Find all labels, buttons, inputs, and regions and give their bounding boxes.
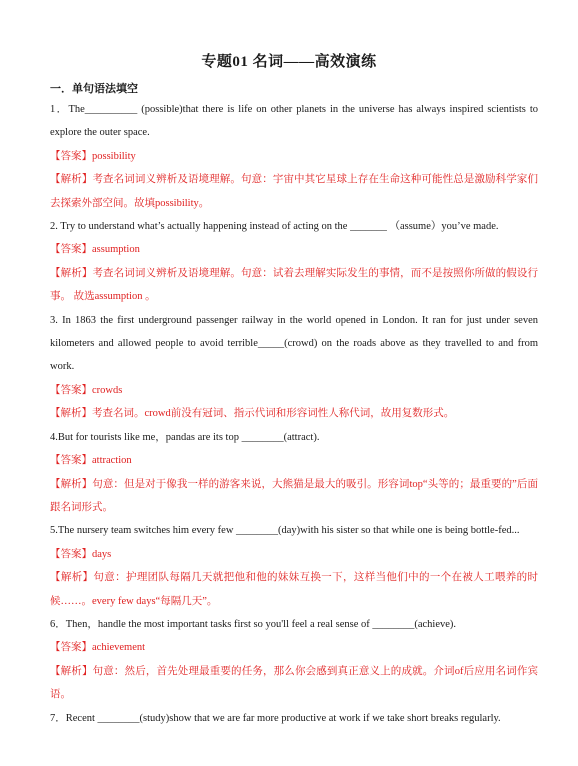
exercise-item-6 [50,613,538,707]
explanation-text: 【解析】句意：但是对于像我一样的游客来说，大熊猫是最大的吸引。形容词top“头等的；最重要的”后面跟名词形式。 [50,478,538,513]
explanation-text: 【解析】句意：护理团队每隔几天就把他和他的妹妹互换一下，这样当他们中的一个在被人工喂养的时候……。every few days“每隔几天”。 [50,572,538,607]
explanation-text: 【解析】考查名词词义辨析及语境理解。句意：宇宙中其它星球上存在生命这种可能性总是激励科学家们去探索外部空间。故填possibility。 [50,174,538,209]
exercise-item-1 [50,98,538,215]
question-text: 3. In 1863 the first underground passenger railway in the world opened in London. It ran for just under seven kilometers and allowed people to avoid terrible_____(crowd) on the roads above as they travelled to and from work. [50,314,538,373]
question-text: 6．Then，handle the most important tasks first so you'll feel a real sense of ________(achieve). [50,618,457,630]
answer-text: 【答案】assumption [50,244,140,256]
question-text: 2. Try to understand what’s actually happening instead of acting on the _______ （assume）you’ve made. [50,221,499,233]
question-text: 1．The__________ (possible)that there is life on other planets in the universe has always inspired scientists to explore the outer space. [50,104,538,139]
answer-text: 【答案】achievement [50,642,146,654]
exercise-item-5 [50,519,538,613]
exercise-item-3 [50,309,538,426]
answer-text: 【答案】attraction [50,455,132,467]
exercise-item-2 [50,215,538,309]
exercise-list [50,98,538,730]
exercise-item-7 [50,707,538,730]
question-text: 4.But for tourists like me，pandas are its top ________(attract). [50,431,320,443]
section-heading: 一．单句语法填空 [50,83,138,95]
answer-text: 【答案】days [50,548,112,560]
exercise-item-4 [50,426,538,520]
explanation-text: 【解析】考查名词。crowd前没有冠词、指示代词和形容词性人称代词，故用复数形式。 [50,408,455,420]
answer-text: 【答案】possibility [50,150,136,162]
answer-text: 【答案】crowds [50,384,123,396]
page-title: 专题01 名词——高效演练 [201,54,377,70]
question-text: 7．Recent ________(study)show that we are far more productive at work if we take short breaks regularly. [50,712,501,724]
explanation-text: 【解析】句意：然后，首先处理最重要的任务，那么你会感到真正意义上的成就。介词of后应用名词作宾语。 [50,665,538,701]
explanation-text: 【解析】考查名词词义辨析及语境理解。句意：试着去理解实际发生的事情，而不是按照你所做的假设行事。 故选assumption 。 [50,267,538,303]
question-text: 5.The nursery team switches him every few ________(day)with his sister so that while one is being bottle-fed... [50,525,520,537]
